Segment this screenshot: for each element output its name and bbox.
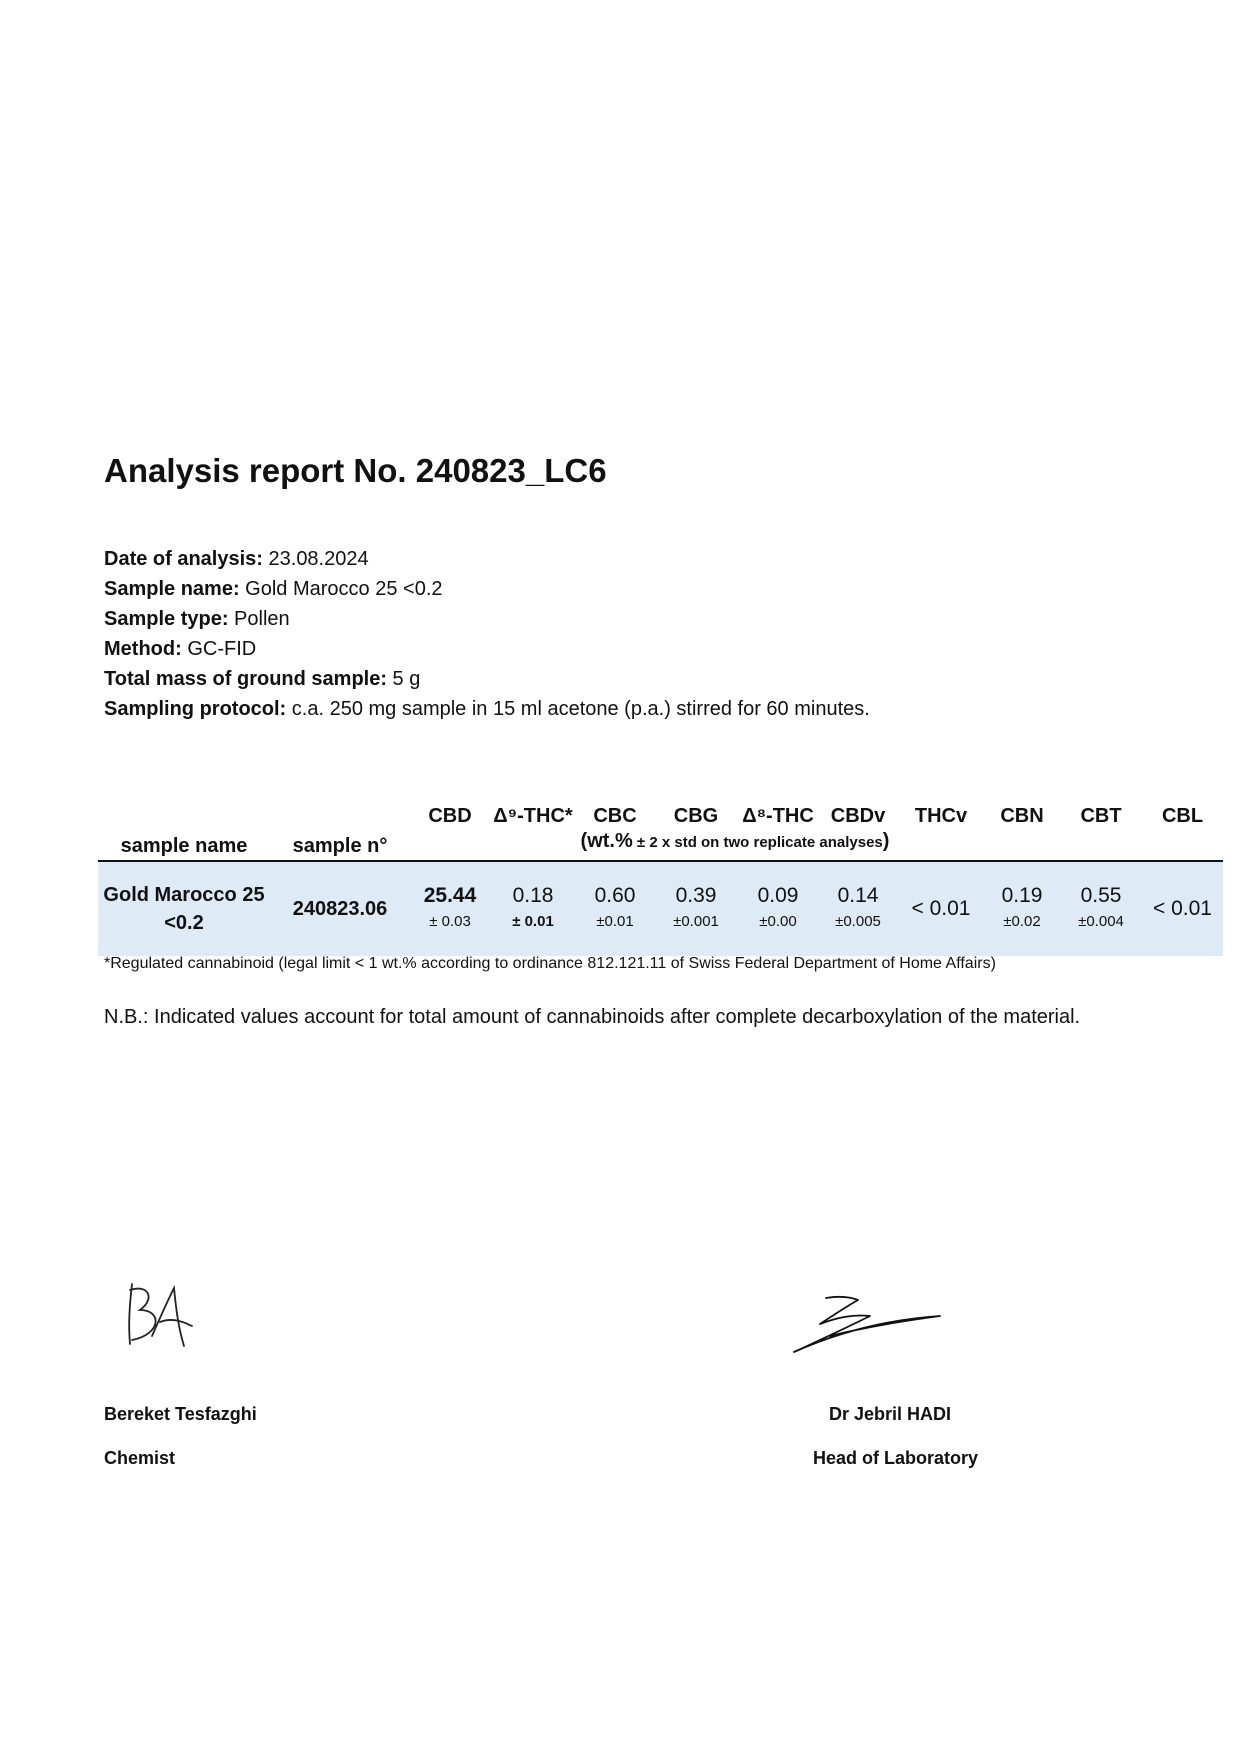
sample-name-line1: Gold Marocco 25 (103, 884, 265, 906)
table-row (98, 861, 1223, 956)
cell-cbdv (818, 861, 898, 956)
info-value: Gold Marocco 25 <0.2 (239, 578, 443, 600)
error: ±0.004 (1078, 913, 1124, 930)
header-cbg: CBG (673, 805, 719, 827)
value: 25.44 (423, 884, 477, 907)
info-label: Date of analysis: (104, 548, 263, 570)
sampling-protocol-row (104, 694, 870, 724)
sample-name-row (104, 574, 870, 604)
error: ±0.00 (759, 913, 797, 930)
sample-info (104, 544, 870, 724)
results-table-wrap (98, 780, 1212, 956)
sample-name-line2: <0.2 (164, 912, 204, 934)
info-label: Total mass of ground sample: (104, 668, 387, 690)
header-cbt: CBT (1080, 805, 1122, 827)
method-row (104, 634, 870, 664)
cell-sample-no: 240823.06 (292, 897, 388, 920)
value: 0.09 (757, 884, 799, 907)
info-label: Sampling protocol: (104, 698, 287, 720)
signatory-right-name: Dr Jebril HADI (829, 1404, 952, 1424)
info-value: GC-FID (181, 638, 257, 660)
header-cbc: CBC (593, 805, 637, 827)
footnote: *Regulated cannabinoid (legal limit < 1 wt.% according to ordinance 812.121.11 of Swiss Federal Department of Home Affairs) (104, 955, 996, 972)
header-cbn: CBN (1000, 805, 1044, 827)
signatory-left-name: Bereket Tesfazghi (104, 1404, 257, 1424)
cell-sample-name (98, 861, 270, 956)
cell-d8-thc (738, 861, 818, 956)
results-table (98, 780, 1223, 956)
header-thcv: THCv (914, 805, 968, 827)
header-cbd: CBD (428, 805, 472, 827)
nb-note: N.B.: Indicated values account for total amount of cannabinoids after complete decarboxylation of the material. (104, 1006, 1081, 1028)
date-of-analysis-row (104, 544, 870, 574)
cell-d9-thc (490, 861, 576, 956)
cell-cbn (984, 861, 1060, 956)
info-value: c.a. 250 mg sample in 15 ml acetone (p.a.) stirred for 60 minutes. (286, 698, 870, 720)
info-value: Pollen (228, 608, 290, 630)
cell-cbt (1060, 861, 1142, 956)
header-d9-thc: Δ⁹-THC* (493, 805, 573, 827)
header-unit-spacer (1060, 830, 1223, 861)
header-sample-no: sample n° (270, 780, 410, 861)
error: ± 0.03 (429, 913, 471, 930)
report-title: Analysis report No. 240823_LC6 (104, 452, 607, 489)
header-cbdv: CBDv (830, 805, 886, 827)
header-unit (410, 830, 1060, 861)
unit-close: ) (882, 830, 890, 852)
unit-label: (wt.% (580, 830, 633, 852)
unit-note: ± 2 x std on two replicate analyses (632, 834, 883, 851)
sample-type-row (104, 604, 870, 634)
info-value: 5 g (387, 668, 421, 690)
value: 0.14 (837, 884, 879, 907)
error: ±0.001 (673, 913, 719, 930)
signatory-right-role: Head of Laboratory (813, 1448, 979, 1468)
error: ±0.005 (835, 913, 881, 930)
cell-cbl (1142, 861, 1223, 956)
header-sample-name: sample name (98, 780, 270, 861)
cell-cbg (654, 861, 738, 956)
cell-cbd (410, 861, 490, 956)
cell-cbc (576, 861, 654, 956)
signature-left (104, 1280, 204, 1360)
info-label: Sample type: (104, 608, 229, 630)
value: 0.19 (1001, 884, 1043, 907)
error: ±0.01 (596, 913, 634, 930)
value: 0.39 (675, 884, 717, 907)
header-cbl: CBL (1161, 805, 1204, 827)
value: 0.60 (594, 884, 636, 907)
cell-thcv (898, 861, 984, 956)
error: ± 0.01 (512, 913, 554, 930)
info-label: Method: (104, 638, 182, 660)
info-value: 23.08.2024 (262, 548, 369, 570)
error: ±0.02 (1003, 913, 1041, 930)
info-label: Sample name: (104, 578, 240, 600)
total-mass-row (104, 664, 870, 694)
value: < 0.01 (911, 897, 971, 920)
value: 0.18 (512, 884, 554, 907)
signature-right (790, 1290, 970, 1360)
value: 0.55 (1080, 884, 1122, 907)
header-d8-thc: Δ⁸-THC (742, 805, 814, 827)
value: < 0.01 (1153, 897, 1212, 920)
signatory-left-role: Chemist (104, 1448, 176, 1468)
